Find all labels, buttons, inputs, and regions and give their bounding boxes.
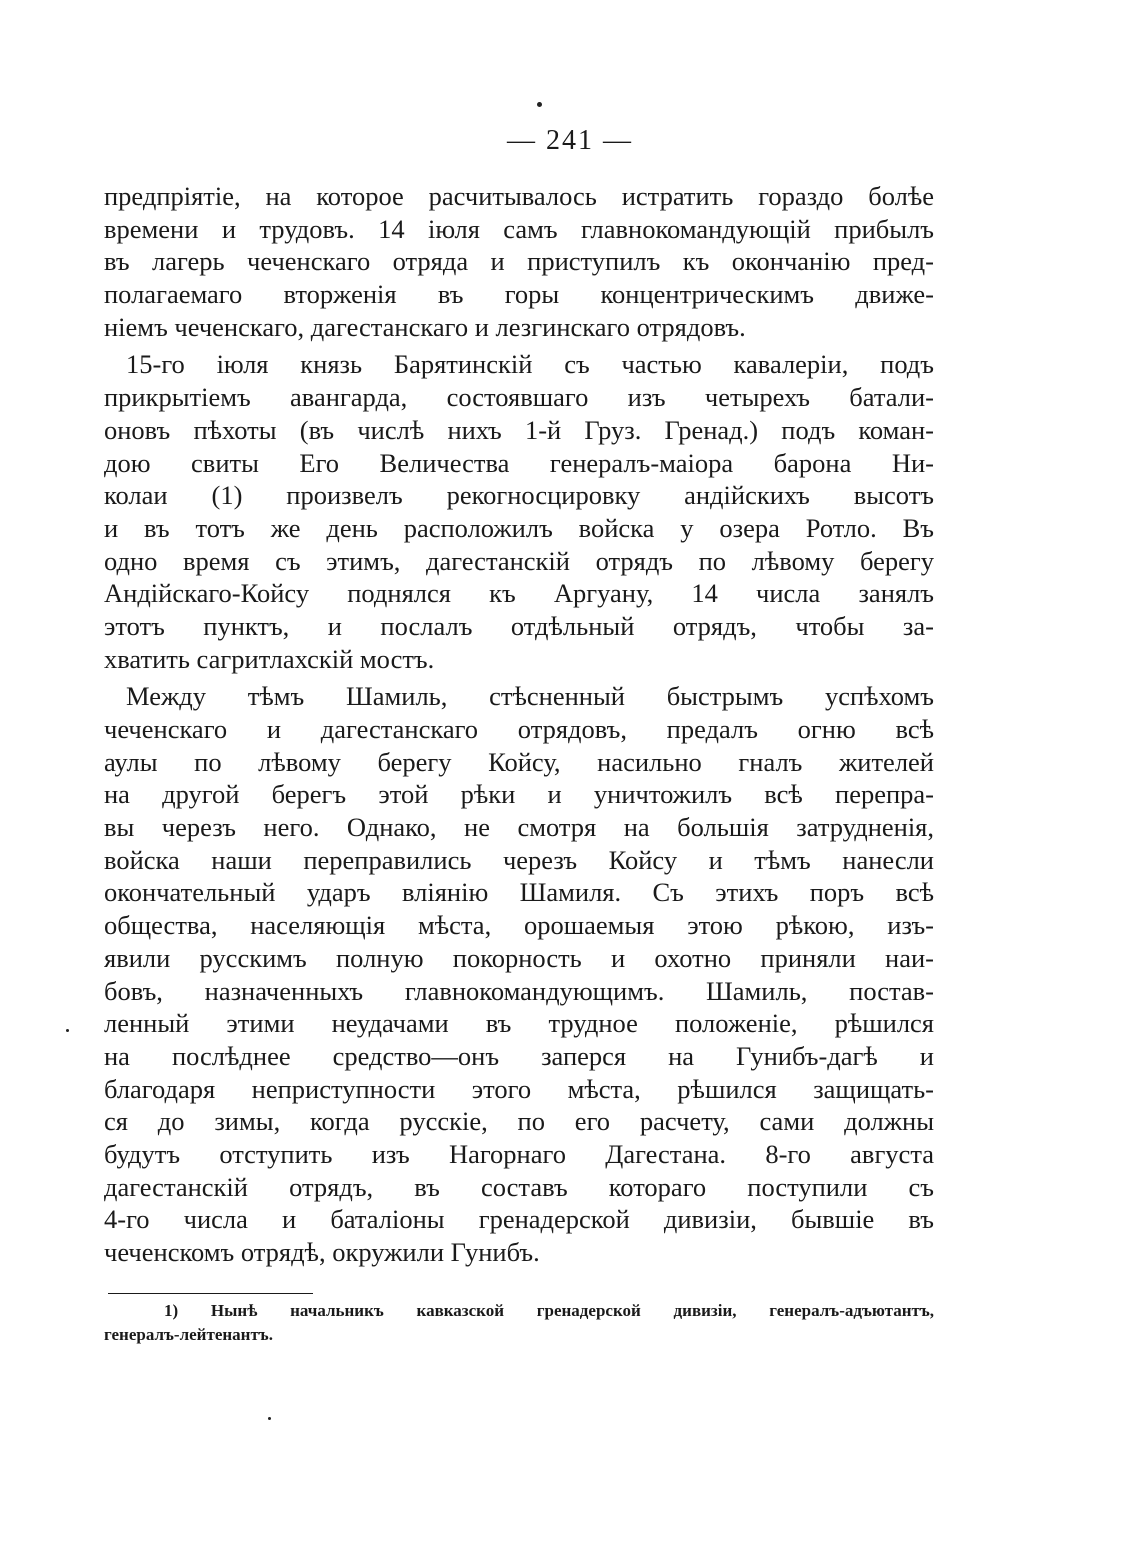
text-line: этотъ пунктъ, и послалъ отдѣльный отрядъ, чтобы за- <box>104 610 934 641</box>
text-line: прикрытіемъ авангарда, состоявшаго изъ четырехъ батали- <box>104 382 934 413</box>
text-line: общества, населяющія мѣста, орошаемыя этою рѣкою, изъ- <box>104 910 934 941</box>
text-line: оновъ пѣхоты (въ числѣ нихъ 1-й Груз. Гренад.) подъ коман- <box>104 414 934 445</box>
text-line: ніемъ чеченскаго, дагестанскаго и лезгинскаго отрядовъ. <box>104 311 746 342</box>
text-line: 15-го іюля князь Барятинскій съ частью кавалеріи, подъ <box>126 349 934 380</box>
text-line: колаи (1) произвелъ рекогносцировку андійскихъ высотъ <box>104 480 934 511</box>
text-line: полагаемаго вторженія въ горы концентрическимъ движе- <box>104 279 934 310</box>
text-line: въ лагерь чеченскаго отряда и приступилъ къ окончанію пред- <box>104 246 934 277</box>
text-line: на другой берегъ этой рѣки и уничтожилъ всѣ перепра- <box>104 779 934 810</box>
scan-speck <box>537 102 542 107</box>
main-text <box>104 180 934 1269</box>
text-line: благодаря неприступности этого мѣста, рѣшился защищать- <box>104 1073 934 1104</box>
text-line: войска наши переправились черезъ Койсу и тѣмъ нанесли <box>104 844 934 875</box>
text-line: дагестанскій отрядъ, въ составъ котораго поступили съ <box>104 1171 934 1202</box>
text-line: на послѣднее средство—онъ заперся на Гунибъ-дагѣ и <box>104 1040 934 1071</box>
text-line: явили русскимъ полную покорность и охотно приняли наи- <box>104 942 934 973</box>
text-line: чеченскомъ отрядѣ, окружили Гунибъ. <box>104 1237 540 1267</box>
footnote-divider <box>108 1293 313 1294</box>
scan-speck <box>268 1417 271 1420</box>
footnote <box>104 1299 934 1347</box>
text-line: чеченскаго и дагестанскаго отрядовъ, предалъ огню всѣ <box>104 714 934 744</box>
text-line: хватить сагритлахскій мостъ. <box>104 643 435 674</box>
text-line: времени и трудовъ. 14 іюля самъ главнокомандующій прибылъ <box>104 213 934 244</box>
scan-speck <box>66 1029 69 1032</box>
text-line: аулы по лѣвому берегу Койсу, насильно гналъ жителей <box>104 746 934 777</box>
text-line: 4-го числа и баталіоны гренадерской дивизіи, бывшіе въ <box>104 1204 934 1235</box>
footnote-line: генералъ-лейтенантъ. <box>104 1325 273 1344</box>
text-line: будутъ отступить изъ Нагорнаго Дагестана. 8-го августа <box>104 1138 934 1169</box>
text-line: дою свиты Его Величества генералъ-маіора барона Ни- <box>104 447 934 478</box>
text-line: бовъ, назначенныхъ главнокомандующимъ. Шамиль, постав- <box>104 975 934 1006</box>
page-number: — 241 — <box>507 125 633 156</box>
footnote-line: 1) Нынѣ начальникъ кавказской гренадерской дивизіи, генералъ-адъютантъ, <box>164 1301 934 1320</box>
text-line: одно время съ этимъ, дагестанскій отрядъ по лѣвому берегу <box>104 545 934 576</box>
text-line: предпріятіе, на которое расчитывалось истратить гораздо болѣе <box>104 181 934 211</box>
text-line: вы черезъ него. Однако, не смотря на большія затрудненія, <box>104 812 934 843</box>
text-line: и въ тотъ же день расположилъ войска у озера Ротло. Въ <box>104 512 934 543</box>
text-line: Между тѣмъ Шамиль, стѣсненный быстрымъ успѣхомъ <box>126 681 934 712</box>
text-line: ся до зимы, когда русскіе, по его расчету, сами должны <box>104 1106 934 1137</box>
text-line: ленный этими неудачами въ трудное положеніе, рѣшился <box>104 1008 934 1039</box>
text-line: окончательный ударъ вліянію Шамиля. Съ этихъ поръ всѣ <box>104 877 934 908</box>
text-line: Андійскаго-Койсу поднялся къ Аргуану, 14 числа занялъ <box>104 578 934 609</box>
